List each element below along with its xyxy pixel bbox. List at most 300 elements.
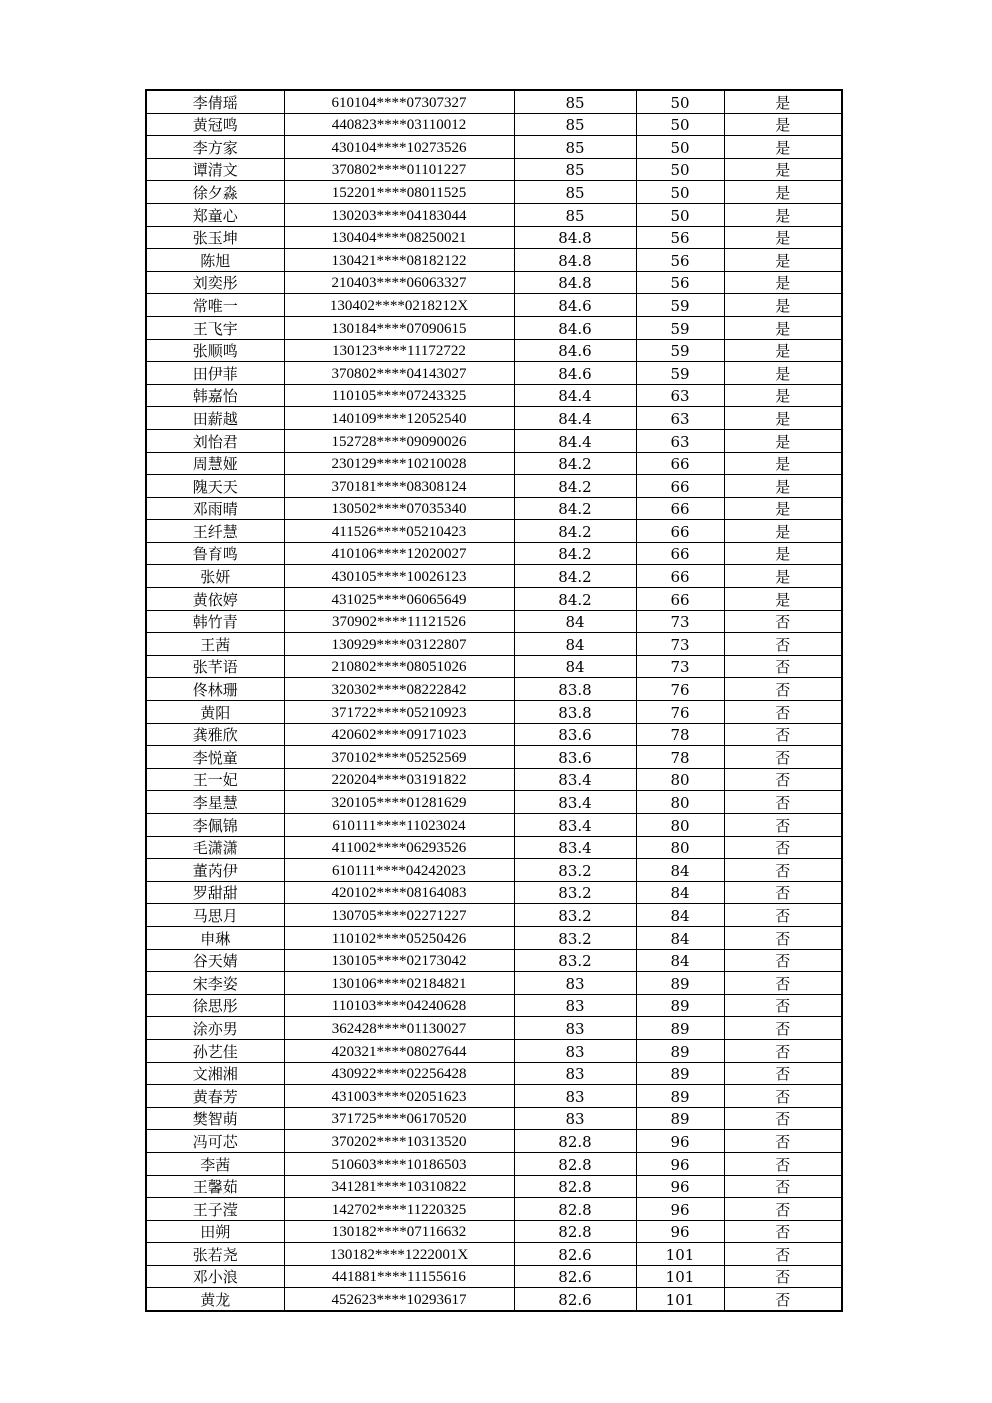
score-cell: 82.8	[514, 1198, 636, 1221]
id-number-cell: 130106****02184821	[284, 972, 514, 995]
id-number-cell: 610111****04242023	[284, 859, 514, 882]
table-row	[146, 497, 842, 520]
score-cell: 83.4	[514, 836, 636, 859]
rank-cell: 101	[636, 1288, 724, 1311]
id-number-cell: 362428****01130027	[284, 1017, 514, 1040]
rank-cell: 63	[636, 407, 724, 430]
name-cell: 李茜	[146, 1152, 284, 1175]
id-number-cell: 130123****11172722	[284, 339, 514, 362]
score-cell: 83.4	[514, 768, 636, 791]
name-cell: 毛潇潇	[146, 836, 284, 859]
rank-cell: 50	[636, 136, 724, 159]
status-cell: 否	[724, 836, 842, 859]
status-cell: 否	[724, 1062, 842, 1085]
id-number-cell: 370181****08308124	[284, 475, 514, 498]
status-cell: 否	[724, 926, 842, 949]
status-cell: 是	[724, 158, 842, 181]
id-number-cell: 420321****08027644	[284, 1039, 514, 1062]
name-cell: 涂亦男	[146, 1017, 284, 1040]
id-number-cell: 430922****02256428	[284, 1062, 514, 1085]
results-table	[145, 89, 843, 1312]
name-cell: 李悦童	[146, 746, 284, 769]
rank-cell: 96	[636, 1220, 724, 1243]
table-row	[146, 542, 842, 565]
score-cell: 82.8	[514, 1152, 636, 1175]
id-number-cell: 370902****11121526	[284, 610, 514, 633]
id-number-cell: 371722****05210923	[284, 701, 514, 724]
id-number-cell: 130404****08250021	[284, 226, 514, 249]
score-cell: 84.6	[514, 316, 636, 339]
id-number-cell: 370802****04143027	[284, 362, 514, 385]
table-row	[146, 588, 842, 611]
rank-cell: 50	[636, 113, 724, 136]
name-cell: 田薪越	[146, 407, 284, 430]
id-number-cell: 411526****05210423	[284, 520, 514, 543]
id-number-cell: 610104****07307327	[284, 90, 514, 113]
table-row	[146, 90, 842, 113]
id-number-cell: 320302****08222842	[284, 678, 514, 701]
rank-cell: 84	[636, 949, 724, 972]
score-cell: 84.8	[514, 226, 636, 249]
id-number-cell: 130421****08182122	[284, 249, 514, 272]
score-cell: 84.8	[514, 249, 636, 272]
status-cell: 是	[724, 407, 842, 430]
name-cell: 佟林珊	[146, 678, 284, 701]
rank-cell: 96	[636, 1130, 724, 1153]
table-row	[146, 1039, 842, 1062]
id-number-cell: 152728****09090026	[284, 429, 514, 452]
rank-cell: 76	[636, 701, 724, 724]
rank-cell: 66	[636, 520, 724, 543]
id-number-cell: 130929****03122807	[284, 633, 514, 656]
id-number-cell: 610111****11023024	[284, 814, 514, 837]
rank-cell: 73	[636, 610, 724, 633]
table-row	[146, 339, 842, 362]
id-number-cell: 431025****06065649	[284, 588, 514, 611]
score-cell: 84.2	[514, 565, 636, 588]
status-cell: 否	[724, 1017, 842, 1040]
rank-cell: 89	[636, 1039, 724, 1062]
table-row	[146, 633, 842, 656]
score-cell: 84	[514, 633, 636, 656]
table-row	[146, 294, 842, 317]
name-cell: 王子滢	[146, 1198, 284, 1221]
id-number-cell: 371725****06170520	[284, 1107, 514, 1130]
table-row	[146, 655, 842, 678]
id-number-cell: 341281****10310822	[284, 1175, 514, 1198]
rank-cell: 56	[636, 271, 724, 294]
name-cell: 文湘湘	[146, 1062, 284, 1085]
rank-cell: 66	[636, 452, 724, 475]
score-cell: 84.4	[514, 384, 636, 407]
status-cell: 否	[724, 1130, 842, 1153]
id-number-cell: 130705****02271227	[284, 904, 514, 927]
id-number-cell: 431003****02051623	[284, 1085, 514, 1108]
name-cell: 张玉坤	[146, 226, 284, 249]
table-row	[146, 859, 842, 882]
rank-cell: 96	[636, 1175, 724, 1198]
name-cell: 鲁育鸣	[146, 542, 284, 565]
id-number-cell: 130184****07090615	[284, 316, 514, 339]
rank-cell: 89	[636, 1107, 724, 1130]
table-row	[146, 1288, 842, 1311]
id-number-cell: 210403****06063327	[284, 271, 514, 294]
status-cell: 否	[724, 1220, 842, 1243]
status-cell: 否	[724, 701, 842, 724]
score-cell: 82.8	[514, 1130, 636, 1153]
table-row	[146, 1198, 842, 1221]
status-cell: 是	[724, 429, 842, 452]
rank-cell: 73	[636, 633, 724, 656]
score-cell: 83	[514, 1107, 636, 1130]
score-cell: 83	[514, 1039, 636, 1062]
id-number-cell: 210802****08051026	[284, 655, 514, 678]
score-cell: 82.6	[514, 1288, 636, 1311]
table-row	[146, 226, 842, 249]
table-row	[146, 181, 842, 204]
score-cell: 84.6	[514, 362, 636, 385]
name-cell: 邓小浪	[146, 1265, 284, 1288]
name-cell: 张若尧	[146, 1243, 284, 1266]
id-number-cell: 411002****06293526	[284, 836, 514, 859]
table-row	[146, 1265, 842, 1288]
status-cell: 是	[724, 520, 842, 543]
status-cell: 是	[724, 588, 842, 611]
name-cell: 宋李姿	[146, 972, 284, 995]
results-table-container	[145, 89, 843, 1312]
rank-cell: 73	[636, 655, 724, 678]
status-cell: 是	[724, 362, 842, 385]
table-row	[146, 249, 842, 272]
name-cell: 田朔	[146, 1220, 284, 1243]
rank-cell: 59	[636, 339, 724, 362]
score-cell: 84.4	[514, 429, 636, 452]
status-cell: 否	[724, 1152, 842, 1175]
table-row	[146, 407, 842, 430]
table-row	[146, 271, 842, 294]
status-cell: 是	[724, 226, 842, 249]
score-cell: 84	[514, 655, 636, 678]
rank-cell: 59	[636, 316, 724, 339]
id-number-cell: 370102****05252569	[284, 746, 514, 769]
score-cell: 83	[514, 972, 636, 995]
rank-cell: 56	[636, 226, 724, 249]
rank-cell: 96	[636, 1198, 724, 1221]
table-row	[146, 904, 842, 927]
id-number-cell: 452623****10293617	[284, 1288, 514, 1311]
name-cell: 韩竹青	[146, 610, 284, 633]
rank-cell: 66	[636, 542, 724, 565]
name-cell: 王飞宇	[146, 316, 284, 339]
rank-cell: 56	[636, 249, 724, 272]
table-row	[146, 972, 842, 995]
score-cell: 83	[514, 1062, 636, 1085]
table-row	[146, 994, 842, 1017]
rank-cell: 50	[636, 203, 724, 226]
status-cell: 否	[724, 949, 842, 972]
score-cell: 83.2	[514, 926, 636, 949]
rank-cell: 80	[636, 791, 724, 814]
name-cell: 黄冠鸣	[146, 113, 284, 136]
rank-cell: 66	[636, 497, 724, 520]
name-cell: 张顺鸣	[146, 339, 284, 362]
id-number-cell: 110105****07243325	[284, 384, 514, 407]
id-number-cell: 420602****09171023	[284, 723, 514, 746]
score-cell: 83.2	[514, 859, 636, 882]
id-number-cell: 110103****04240628	[284, 994, 514, 1017]
id-number-cell: 152201****08011525	[284, 181, 514, 204]
score-cell: 84.2	[514, 542, 636, 565]
status-cell: 是	[724, 542, 842, 565]
id-number-cell: 230129****10210028	[284, 452, 514, 475]
score-cell: 83.6	[514, 746, 636, 769]
score-cell: 82.6	[514, 1265, 636, 1288]
name-cell: 隗天天	[146, 475, 284, 498]
score-cell: 84.2	[514, 520, 636, 543]
score-cell: 85	[514, 203, 636, 226]
score-cell: 84.4	[514, 407, 636, 430]
score-cell: 85	[514, 136, 636, 159]
name-cell: 龚雅欣	[146, 723, 284, 746]
rank-cell: 89	[636, 1062, 724, 1085]
rank-cell: 50	[636, 158, 724, 181]
score-cell: 84.8	[514, 271, 636, 294]
status-cell: 是	[724, 452, 842, 475]
status-cell: 否	[724, 1175, 842, 1198]
table-row	[146, 949, 842, 972]
status-cell: 否	[724, 678, 842, 701]
table-row	[146, 701, 842, 724]
id-number-cell: 441881****11155616	[284, 1265, 514, 1288]
name-cell: 孙艺佳	[146, 1039, 284, 1062]
status-cell: 是	[724, 316, 842, 339]
table-row	[146, 1220, 842, 1243]
table-row	[146, 429, 842, 452]
status-cell: 是	[724, 271, 842, 294]
id-number-cell: 130203****04183044	[284, 203, 514, 226]
table-row	[146, 1062, 842, 1085]
rank-cell: 78	[636, 746, 724, 769]
name-cell: 徐思彤	[146, 994, 284, 1017]
table-row	[146, 836, 842, 859]
table-row	[146, 452, 842, 475]
status-cell: 否	[724, 1265, 842, 1288]
score-cell: 83	[514, 1085, 636, 1108]
rank-cell: 101	[636, 1243, 724, 1266]
name-cell: 刘奕彤	[146, 271, 284, 294]
name-cell: 李方家	[146, 136, 284, 159]
table-row	[146, 1152, 842, 1175]
table-row	[146, 1107, 842, 1130]
score-cell: 83.8	[514, 678, 636, 701]
table-row	[146, 316, 842, 339]
id-number-cell: 320105****01281629	[284, 791, 514, 814]
name-cell: 黄阳	[146, 701, 284, 724]
name-cell: 马思月	[146, 904, 284, 927]
name-cell: 冯可芯	[146, 1130, 284, 1153]
status-cell: 是	[724, 339, 842, 362]
status-cell: 否	[724, 1085, 842, 1108]
table-row	[146, 723, 842, 746]
rank-cell: 63	[636, 384, 724, 407]
score-cell: 82.8	[514, 1220, 636, 1243]
rank-cell: 89	[636, 1017, 724, 1040]
table-row	[146, 384, 842, 407]
score-cell: 84.2	[514, 452, 636, 475]
table-row	[146, 814, 842, 837]
name-cell: 刘怡君	[146, 429, 284, 452]
status-cell: 是	[724, 249, 842, 272]
rank-cell: 84	[636, 881, 724, 904]
table-row	[146, 881, 842, 904]
id-number-cell: 430104****10273526	[284, 136, 514, 159]
table-row	[146, 203, 842, 226]
score-cell: 83.2	[514, 904, 636, 927]
table-row	[146, 1130, 842, 1153]
score-cell: 83.4	[514, 791, 636, 814]
name-cell: 李倩瑶	[146, 90, 284, 113]
score-cell: 85	[514, 113, 636, 136]
rank-cell: 84	[636, 926, 724, 949]
score-cell: 83.2	[514, 949, 636, 972]
score-cell: 83.2	[514, 881, 636, 904]
name-cell: 谷天婧	[146, 949, 284, 972]
score-cell: 84.6	[514, 294, 636, 317]
rank-cell: 63	[636, 429, 724, 452]
name-cell: 张芊语	[146, 655, 284, 678]
id-number-cell: 130502****07035340	[284, 497, 514, 520]
results-table-body	[146, 90, 842, 1311]
table-row	[146, 1085, 842, 1108]
status-cell: 否	[724, 768, 842, 791]
rank-cell: 89	[636, 994, 724, 1017]
status-cell: 是	[724, 113, 842, 136]
status-cell: 否	[724, 1288, 842, 1311]
score-cell: 83.6	[514, 723, 636, 746]
status-cell: 否	[724, 814, 842, 837]
status-cell: 否	[724, 904, 842, 927]
rank-cell: 59	[636, 362, 724, 385]
score-cell: 83	[514, 1017, 636, 1040]
name-cell: 黄春芳	[146, 1085, 284, 1108]
rank-cell: 78	[636, 723, 724, 746]
table-row	[146, 610, 842, 633]
status-cell: 否	[724, 723, 842, 746]
name-cell: 申琳	[146, 926, 284, 949]
name-cell: 王馨茹	[146, 1175, 284, 1198]
score-cell: 85	[514, 181, 636, 204]
score-cell: 82.6	[514, 1243, 636, 1266]
id-number-cell: 140109****12052540	[284, 407, 514, 430]
status-cell: 是	[724, 475, 842, 498]
score-cell: 85	[514, 158, 636, 181]
status-cell: 是	[724, 90, 842, 113]
table-row	[146, 362, 842, 385]
status-cell: 否	[724, 791, 842, 814]
id-number-cell: 370202****10313520	[284, 1130, 514, 1153]
status-cell: 是	[724, 181, 842, 204]
id-number-cell: 370802****01101227	[284, 158, 514, 181]
name-cell: 周慧娅	[146, 452, 284, 475]
score-cell: 83	[514, 994, 636, 1017]
id-number-cell: 410106****12020027	[284, 542, 514, 565]
name-cell: 常唯一	[146, 294, 284, 317]
name-cell: 黄依婷	[146, 588, 284, 611]
status-cell: 否	[724, 610, 842, 633]
table-row	[146, 678, 842, 701]
name-cell: 邓雨晴	[146, 497, 284, 520]
name-cell: 韩嘉怡	[146, 384, 284, 407]
id-number-cell: 130402****0218212X	[284, 294, 514, 317]
id-number-cell: 142702****11220325	[284, 1198, 514, 1221]
status-cell: 否	[724, 972, 842, 995]
table-row	[146, 520, 842, 543]
name-cell: 王茜	[146, 633, 284, 656]
table-row	[146, 113, 842, 136]
rank-cell: 80	[636, 768, 724, 791]
rank-cell: 66	[636, 475, 724, 498]
id-number-cell: 110102****05250426	[284, 926, 514, 949]
rank-cell: 80	[636, 814, 724, 837]
name-cell: 樊智萌	[146, 1107, 284, 1130]
table-row	[146, 565, 842, 588]
rank-cell: 96	[636, 1152, 724, 1175]
name-cell: 张妍	[146, 565, 284, 588]
name-cell: 郑童心	[146, 203, 284, 226]
score-cell: 85	[514, 90, 636, 113]
id-number-cell: 130105****02173042	[284, 949, 514, 972]
status-cell: 否	[724, 746, 842, 769]
score-cell: 83.8	[514, 701, 636, 724]
table-row	[146, 768, 842, 791]
table-row	[146, 1243, 842, 1266]
name-cell: 李星慧	[146, 791, 284, 814]
status-cell: 否	[724, 881, 842, 904]
id-number-cell: 510603****10186503	[284, 1152, 514, 1175]
id-number-cell: 130182****1222001X	[284, 1243, 514, 1266]
status-cell: 否	[724, 655, 842, 678]
rank-cell: 89	[636, 972, 724, 995]
score-cell: 84.2	[514, 588, 636, 611]
table-row	[146, 158, 842, 181]
name-cell: 王纤慧	[146, 520, 284, 543]
rank-cell: 84	[636, 904, 724, 927]
rank-cell: 50	[636, 90, 724, 113]
rank-cell: 50	[636, 181, 724, 204]
status-cell: 否	[724, 994, 842, 1017]
rank-cell: 66	[636, 588, 724, 611]
status-cell: 是	[724, 203, 842, 226]
table-row	[146, 1017, 842, 1040]
rank-cell: 76	[636, 678, 724, 701]
table-row	[146, 746, 842, 769]
table-row	[146, 791, 842, 814]
rank-cell: 101	[636, 1265, 724, 1288]
score-cell: 84.6	[514, 339, 636, 362]
rank-cell: 84	[636, 859, 724, 882]
table-row	[146, 475, 842, 498]
id-number-cell: 420102****08164083	[284, 881, 514, 904]
score-cell: 84.2	[514, 497, 636, 520]
id-number-cell: 440823****03110012	[284, 113, 514, 136]
score-cell: 82.8	[514, 1175, 636, 1198]
status-cell: 是	[724, 384, 842, 407]
rank-cell: 80	[636, 836, 724, 859]
name-cell: 董芮伊	[146, 859, 284, 882]
table-row	[146, 136, 842, 159]
score-cell: 84.2	[514, 475, 636, 498]
rank-cell: 66	[636, 565, 724, 588]
